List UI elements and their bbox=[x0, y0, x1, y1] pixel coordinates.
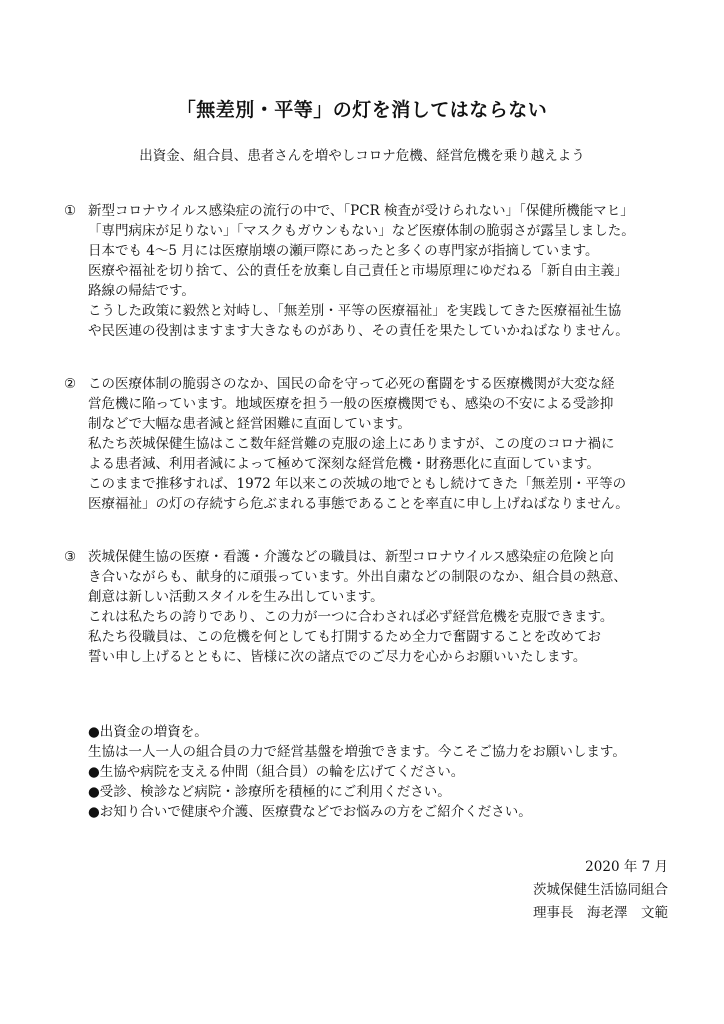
signature-block bbox=[533, 856, 668, 925]
paragraph-line: 制などで大幅な患者減と経営困難に直面しています。 bbox=[88, 416, 411, 432]
paragraph-line: や民医連の役割はますます大きなものがあり、その責任を果たしていかねばなりません。 bbox=[88, 323, 629, 339]
document-title: 「無差別・平等」の灯を消してはならない bbox=[176, 99, 548, 121]
section-number: ② bbox=[64, 376, 77, 392]
paragraph-line: 新型コロナウイルス感染症の流行の中で、「PCR 検査が受けられない」「保健所機能マヒ」 bbox=[88, 203, 634, 219]
list-item: ●お知り合いで健康や介護、医療費などでお悩みの方をご紹介ください。 bbox=[88, 804, 532, 820]
paragraph-line: 営危機に陥っています。地域医療を担う一般の医療機関でも、感染の不安による受診抑 bbox=[88, 396, 614, 412]
request-list bbox=[88, 722, 688, 822]
section-3 bbox=[64, 547, 674, 667]
paragraph-line: 誓い申し上げるとともに、皆様に次の諸点でのご尽力を心からお願いいたします。 bbox=[88, 649, 587, 665]
paragraph-line: 路線の帰結です。 bbox=[88, 283, 195, 299]
section-1 bbox=[64, 201, 674, 341]
paragraph-line: このままで推移すれば、1972 年以来この茨城の地でともし続けてきた「無差別・平等の bbox=[88, 476, 627, 492]
document-date: 2020 年 7 月 bbox=[585, 859, 668, 875]
paragraph-line: 日本でも 4～5 月には医療崩壊の瀬戸際にあったと多くの専門家が指摘しています。 bbox=[88, 243, 599, 259]
paragraph-line: き合いながらも、献身的に頑張っています。外出自粛などの制限のなか、組合員の熱意、 bbox=[88, 569, 627, 585]
section-number: ③ bbox=[64, 549, 77, 565]
organization-name: 茨城保健生活協同組合 bbox=[533, 882, 668, 898]
paragraph-line: これは私たちの誇りであり、この力が一つに合わされば必ず経営危機を克服できます。 bbox=[88, 609, 614, 625]
paragraph-line: こうした政策に毅然と対峙し、「無差別・平等の医療福祉」を実践してきた医療福祉生協 bbox=[88, 303, 622, 319]
list-item: 生協は一人一人の組合員の力で経営基盤を増強できます。今こそご協力をお願いします。 bbox=[88, 744, 626, 760]
paragraph-line: 医療福祉」の灯の存続すら危ぶまれる事態であることを率直に申し上げねばなりません。 bbox=[88, 496, 629, 512]
section-number: ① bbox=[64, 203, 77, 219]
list-item: ●受診、検診など病院・診療所を積極的にご利用ください。 bbox=[88, 784, 451, 800]
document-subtitle: 出資金、組合員、患者さんを増やしコロナ危機、経営危機を乗り越えよう bbox=[139, 148, 585, 164]
signatory-name: 理事長 海老澤 文範 bbox=[533, 905, 668, 921]
paragraph-line: よる患者減、利用者減によって極めて深刻な経営危機・財務悪化に直面しています。 bbox=[88, 456, 600, 472]
section-body bbox=[88, 547, 674, 667]
list-item: ●出資金の増資を。 bbox=[88, 724, 208, 740]
section-body bbox=[88, 201, 674, 341]
paragraph-line: 茨城保健生協の医療・看護・介護などの職員は、新型コロナウイルス感染症の危険と向 bbox=[88, 549, 614, 565]
paragraph-line: 私たち役職員は、この危機を何としても打開するため全力で奮闘することを改めてお bbox=[88, 629, 601, 645]
paragraph-line: 創意は新しい活動スタイルを生み出しています。 bbox=[88, 589, 384, 605]
section-body bbox=[88, 374, 674, 514]
paragraph-line: 私たち茨城保健生協はここ数年経営難の克服の途上にありますが、この度のコロナ禍に bbox=[88, 436, 615, 452]
section-2 bbox=[64, 374, 674, 514]
paragraph-line: 「専門病床が足りない」「マスクもガウンもない」など医療体制の脆弱さが露呈しました。 bbox=[88, 223, 635, 239]
list-item: ●生協や病院を支える仲間（組合員）の輪を広げてください。 bbox=[88, 764, 465, 780]
paragraph-line: 医療や福祉を切り捨て、公的責任を放棄し自己責任と市場原理にゆだねる「新自由主義」 bbox=[88, 263, 628, 279]
paragraph-line: この医療体制の脆弱さのなか、国民の命を守って必死の奮闘をする医療機関が大変な経 bbox=[88, 376, 615, 392]
